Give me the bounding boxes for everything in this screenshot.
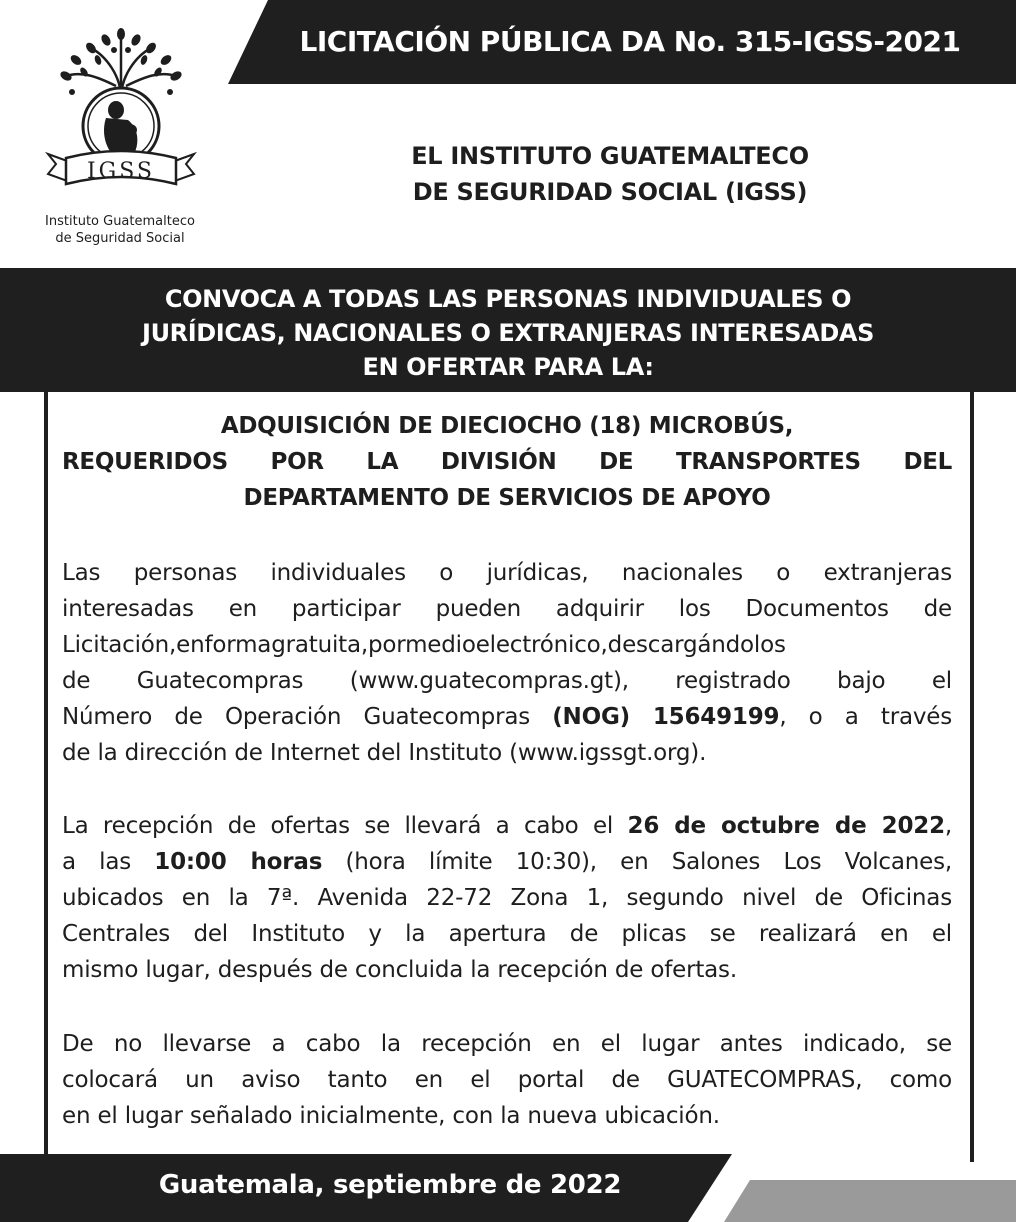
frame-left-border <box>44 392 48 1162</box>
paragraph2-line2-tail: (hora límite 10:30), en Salones Los Volcanes, <box>322 849 952 875</box>
paragraph3-line3: en el lugar señalado inicialmente, con la nueva ubicación. <box>62 1103 720 1129</box>
paragraph2-line4: Centrales del Instituto y la apertura de plicas se realizará en el <box>62 921 952 947</box>
convoca-line2: JURÍDICAS, NACIONALES O EXTRANJERAS INTERESADAS <box>142 319 874 347</box>
institute-line2: DE SEGURIDAD SOCIAL (IGSS) <box>412 178 808 206</box>
paragraph1-line3: Licitación,enformagratuita,pormedioelectrónico,descargándolos <box>62 632 786 658</box>
reception-time: 10:00 horas <box>154 849 323 875</box>
paragraph1-line6: de la dirección de Internet del Instituto (www.igssgt.org). <box>62 740 707 766</box>
reception-date: 26 de octubre de 2022 <box>627 813 945 839</box>
paragraph1-line4: de Guatecompras (www.guatecompras.gt), registrado bajo el <box>62 668 952 694</box>
paragraph2-line1-tail: , <box>944 813 952 839</box>
paragraph2-line2-text: a las <box>62 849 155 875</box>
paragraph2-line2 <box>62 844 952 880</box>
tender-title: LICITACIÓN PÚBLICA DA No. 315-IGSS-2021 <box>299 25 961 58</box>
paragraph1-line5-text: Número de Operación Guatecompras <box>62 704 553 730</box>
frame-right-border <box>970 392 974 1162</box>
igss-emblem-text: IGSS <box>86 159 156 184</box>
logo-caption-line1: Instituto Guatemalteco <box>45 214 195 229</box>
paragraph1-line2: interesadas en participar pueden adquirir los Documentos de <box>62 596 952 622</box>
paragraph1-line1: Las personas individuales o jurídicas, nacionales o extranjeras <box>62 560 952 586</box>
convoca-line3: EN OFERTAR PARA LA: <box>362 353 654 381</box>
paragraph2-line5: mismo lugar, después de concluida la recepción de ofertas. <box>62 957 737 983</box>
footer-date: Guatemala, septiembre de 2022 <box>158 1170 622 1200</box>
paragraph1-line5 <box>62 699 952 735</box>
acquisition-heading-line2: REQUERIDOS POR LA DIVISIÓN DE TRANSPORTES DEL <box>62 449 952 475</box>
paragraph2-line1-text: La recepción de ofertas se llevará a cabo el <box>62 813 628 839</box>
paragraph1-line5-tail: , o a través <box>779 704 952 730</box>
paragraph3-line1: De no llevarse a cabo la recepción en el lugar antes indicado, se <box>62 1031 952 1057</box>
logo-caption-line2: de Seguridad Social <box>55 231 185 246</box>
convoca-line1: CONVOCA A TODAS LAS PERSONAS INDIVIDUALES O <box>164 285 852 313</box>
igss-logo <box>36 26 206 226</box>
paragraph3-line2: colocará un aviso tanto en el portal de GUATECOMPRAS, como <box>62 1067 952 1093</box>
nog-number: (NOG) 15649199 <box>552 704 780 730</box>
acquisition-heading-line3: DEPARTAMENTO DE SERVICIOS DE APOYO <box>243 485 771 511</box>
footer-gray-accent <box>724 1180 1016 1222</box>
paragraph2-line3: ubicados en la 7ª. Avenida 22-72 Zona 1, segundo nivel de Oficinas <box>62 885 952 911</box>
institute-line1: EL INSTITUTO GUATEMALTECO <box>411 142 809 170</box>
acquisition-heading-line1: ADQUISICIÓN DE DIECIOCHO (18) MICROBÚS, <box>220 413 794 439</box>
paragraph2-line1 <box>62 808 952 844</box>
